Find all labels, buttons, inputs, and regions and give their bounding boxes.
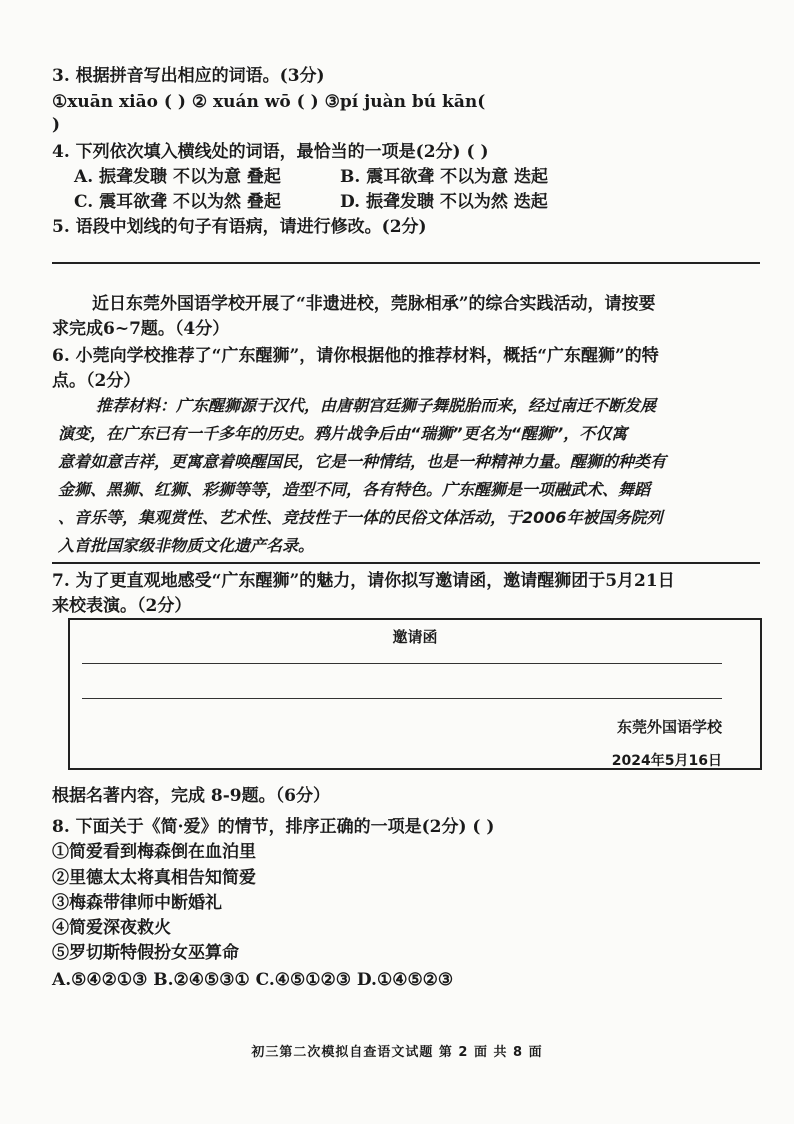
writing-line[interactable] <box>82 663 722 664</box>
invitation-sender: 东莞外国语学校 <box>616 718 722 736</box>
answer-line <box>52 562 760 564</box>
q8-title: 8. 下面关于《简·爱》的情节，排序正确的一项是(2分) ( ) <box>52 817 495 837</box>
q6-line-2: 点。（2分） <box>52 371 141 391</box>
q8-event: ①简爱看到梅森倒在血泊里 <box>52 842 256 862</box>
q7-line-2: 来校表演。（2分） <box>52 596 192 616</box>
q7-line-1: 7. 为了更直观地感受“广东醒狮”的魅力，请你拟写邀请函，邀请醒狮团于5月21日 <box>52 571 675 591</box>
q4-title: 4. 下列依次填入横线处的词语，最恰当的一项是(2分) ( ) <box>52 142 489 162</box>
q6-line-1: 6. 小莞向学校推荐了“广东醒狮”，请你根据他的推荐材料，概括“广东醒狮”的特 <box>52 346 659 366</box>
invitation-title: 邀请函 <box>392 628 438 646</box>
intro-line-2: 求完成6~7题。（4分） <box>52 319 230 339</box>
material-line: 推荐材料：广东醒狮源于汉代，由唐朝宫廷狮子舞脱胎而来，经过南迁不断发展 <box>96 396 657 415</box>
q4-option-b: B. 震耳欲聋 不以为意 迭起 <box>340 167 549 187</box>
q3-items: ①xuān xiāo ( ) ② xuán wō ( ) ③pí juàn bú kān( <box>52 92 486 112</box>
material-line: 入首批国家级非物质文化遗产名录。 <box>58 536 315 555</box>
material-line: 意着如意吉祥，更寓意着唤醒国民，它是一种情结，也是一种精神力量。醒狮的种类有 <box>58 452 667 471</box>
answer-line <box>52 262 760 264</box>
intro-line-1: 近日东莞外国语学校开展了“非遗进校，莞脉相承”的综合实践活动，请按要 <box>92 294 656 314</box>
material-line: 金狮、黑狮、红狮、彩狮等等，造型不同，各有特色。广东醒狮是一项融武术、舞蹈 <box>58 480 651 499</box>
writing-line[interactable] <box>82 698 722 699</box>
page-footer: 初三第二次模拟自查语文试题 第 2 面 共 8 面 <box>251 1045 543 1060</box>
material-line: 、音乐等，集观赏性、艺术性、竞技性于一体的民俗文体活动，于2006年被国务院列 <box>58 508 663 527</box>
invitation-date: 2024年5月16日 <box>611 753 722 769</box>
q8-options: A.⑤④②①③ B.②④⑤③① C.④⑤①②③ D.①④⑤②③ <box>52 970 454 990</box>
invitation-box <box>68 618 762 770</box>
q5-title: 5. 语段中划线的句子有语病，请进行修改。(2分) <box>52 217 427 237</box>
q8-event: ⑤罗切斯特假扮女巫算命 <box>52 943 239 963</box>
q8-event: ④简爱深夜救火 <box>52 918 171 938</box>
classic-intro: 根据名著内容，完成 8-9题。（6分） <box>52 786 330 806</box>
q4-option-a: A. 振聋发聩 不以为意 叠起 <box>74 167 281 187</box>
q4-option-c: C. 震耳欲聋 不以为然 叠起 <box>74 192 281 212</box>
recommendation-material <box>58 392 758 560</box>
q4-option-d: D. 振聋发聩 不以为然 迭起 <box>340 192 548 212</box>
q3-close: ) <box>52 115 61 135</box>
material-line: 演变，在广东已有一千多年的历史。鸦片战争后由“瑞狮”更名为“醒狮”，不仅寓 <box>58 424 628 443</box>
q8-event: ②里德太太将真相告知简爱 <box>52 868 256 888</box>
q8-event: ③梅森带律师中断婚礼 <box>52 893 222 913</box>
q3-title: 3. 根据拼音写出相应的词语。(3分) <box>52 66 325 86</box>
